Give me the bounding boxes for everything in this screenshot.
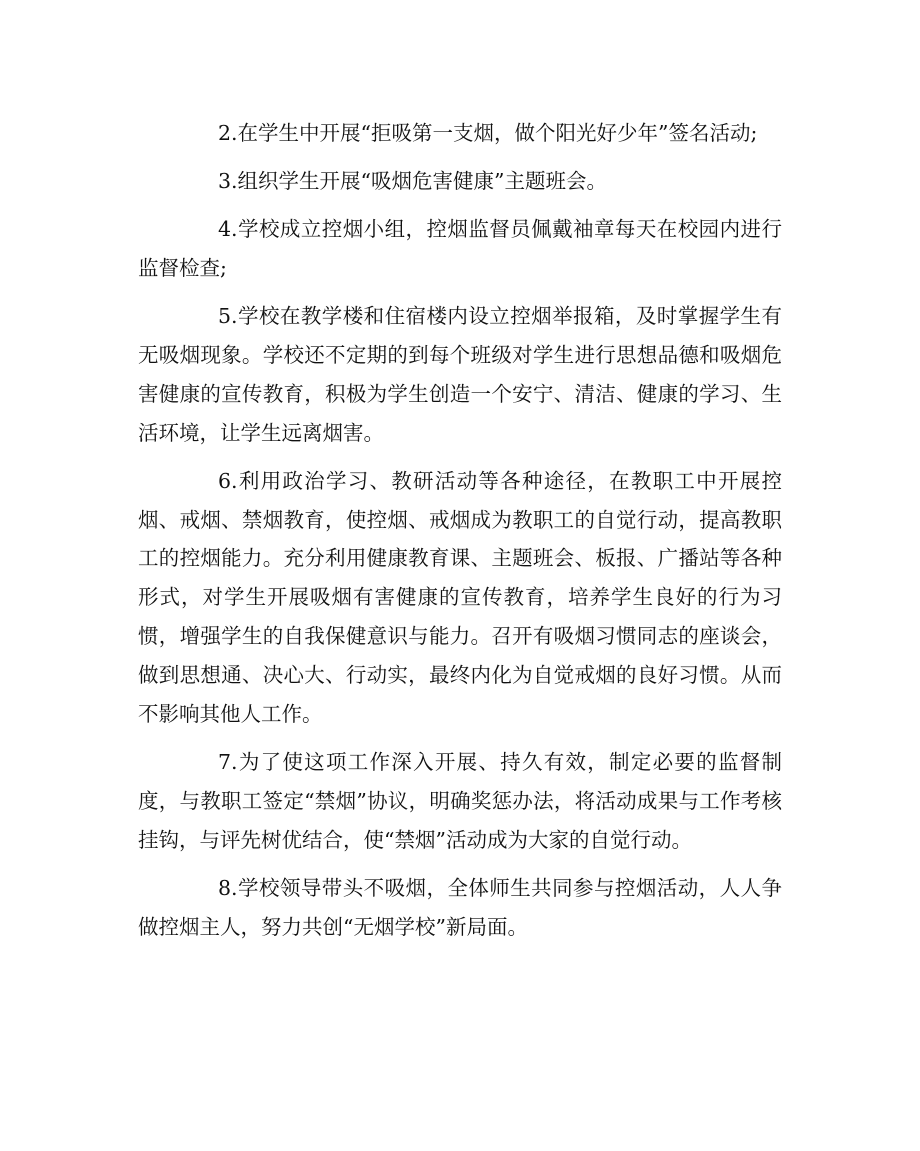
paragraph-item-6: 6.利用政治学习、教研活动等各种途径，在教职工中开展控烟、戒烟、禁烟教育，使控烟、戒烟成为教职工的自觉行动，提高教职工的控烟能力。充分利用健康教育课、主题班会、板报、广播站等各种形式，对学生开展吸烟有害健康的宣传教育，培养学生良好的行为习惯，增强学生的自我保健意识与能力。召开有吸烟习惯同志的座谈会，做到思想通、决心大、行动实，最终内化为自觉戒烟的良好习惯。从而不影响其他人工作。 [138,468,782,727]
paragraph-item-5: 5.学校在教学楼和住宿楼内设立控烟举报箱，及时掌握学生有无吸烟现象。学校还不定期的到每个班级对学生进行思想品德和吸烟危害健康的宣传教育，积极为学生创造一个安宁、清洁、健康的学习、生活环境，让学生远离烟害。 [138,303,782,445]
paragraph-item-8: 8.学校领导带头不吸烟，全体师生共同参与控烟活动，人人争做控烟主人，努力共创“无烟学校”新局面。 [138,875,782,939]
paragraph-item-7: 7.为了使这项工作深入开展、持久有效，制定必要的监督制度，与教职工签定“禁烟”协议，明确奖惩办法，将活动成果与工作考核挂钩，与评先树优结合，使“禁烟”活动成为大家的自觉行动。 [138,750,782,852]
paragraph-item-4: 4.学校成立控烟小组，控烟监督员佩戴袖章每天在校园内进行监督检查; [138,217,782,280]
paragraph-item-2: 2.在学生中开展“拒吸第一支烟，做个阳光好少年”签名活动; [218,121,758,145]
paragraph-item-3: 3.组织学生开展“吸烟危害健康”主题班会。 [218,169,608,193]
document-body [138,114,782,956]
